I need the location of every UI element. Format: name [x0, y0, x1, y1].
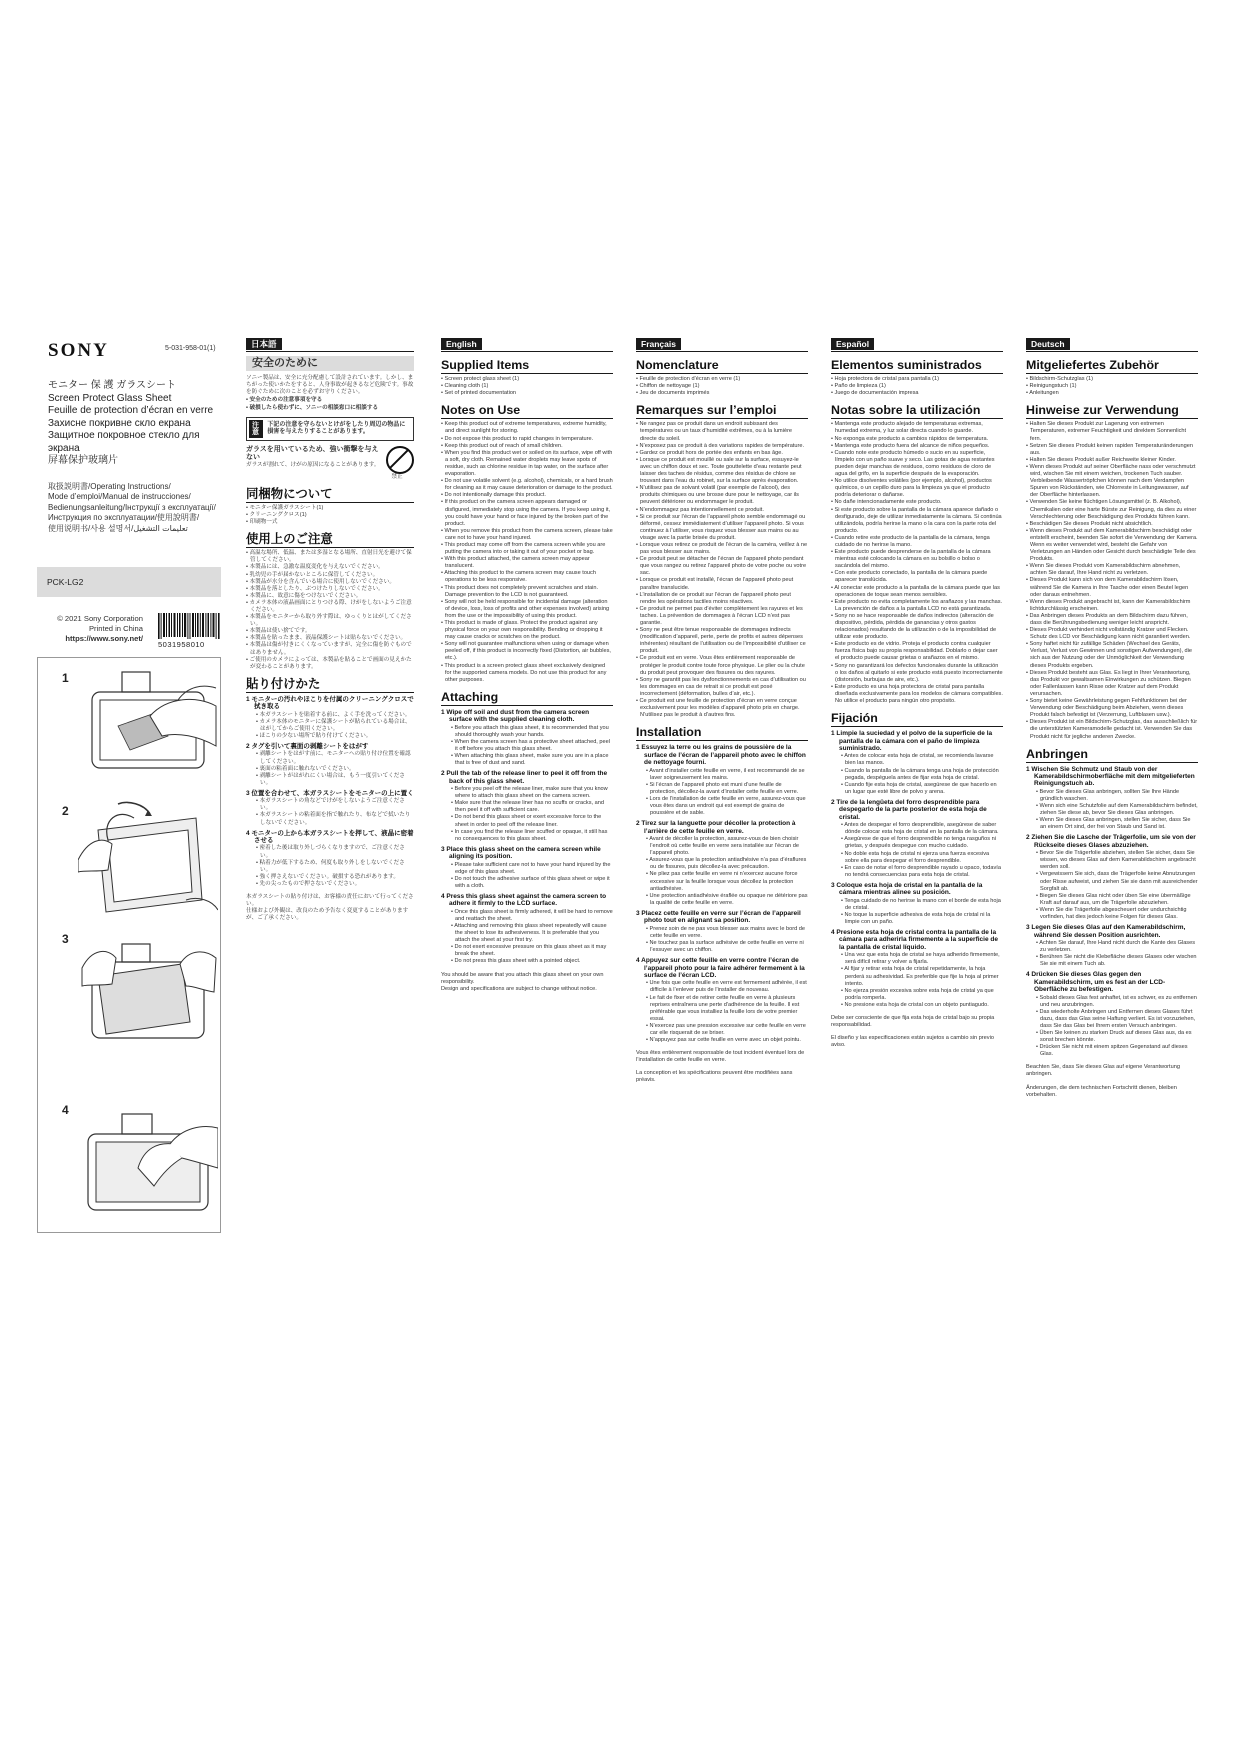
column-english: [441, 338, 613, 993]
language-tag: 日本語: [246, 338, 282, 350]
list-item: • Ce produit ne permet pas d’éviter complètement les rayures et les taches. La prévention de dommages à l’écran LCD n’est pas garantie.: [636, 606, 808, 627]
list-item: • Bevor Sie dieses Glas anbringen, sollten Sie Ihre Hände gründlich waschen.: [1026, 789, 1198, 803]
step-heading: 2 Pull the tab of the release liner to peel it off from the back of this glass sheet.: [441, 770, 608, 785]
list-item: • Please take sufficient care not to have your hand injured by the edge of this glass sheet.: [441, 862, 613, 876]
step-notes: [441, 786, 613, 843]
list-item: • Cuando fije esta hoja de cristal, asegúrese de que hacerlo en un lugar que esté libre de polvo y arena.: [831, 782, 1003, 796]
step-heading: 1 Essuyez la terre ou les grains de poussière de la surface de l’écran de l’appareil photo avec le chiffon de nettoyage fourni.: [636, 744, 806, 767]
product-titles: [48, 380, 218, 468]
list-item: • Antes de despegar el forro desprendible, asegúrese de saber dónde colocar esta hoja de cristal en la pantalla de la cámara.: [831, 822, 1003, 836]
list-item: • In case you find the release liner scuffed or opaque, it still has no consequences to this glass sheet.: [441, 829, 613, 843]
list-item: • Si este producto sobre la pantalla de la cámara aparece dañado o desfigurado, deje de utilizar inmediatamente la cámara. Si continúa utilizándola, podría herirse la mano o la cara con la parte rota del producto.: [831, 507, 1003, 535]
list-item: • Cuando note este producto húmedo o sucio en su superficie, límpielo con un paño suave y seco. Las gotas de agua restantes pueden dejar manchas de residuos, como residuos de cloro de agua del grifo, en la superficie después de la evaporación.: [831, 450, 1003, 478]
list-item: • Lorsque ce produit est mouillé ou sale sur la surface, essuyez-le avec un chiffon doux et sec. Toute gouttelette d’eau restante peut laisser des taches de résidus, comme des résidus de chlore se trouvant dans l’eau du robinet, sur la surface après évaporation.: [636, 457, 808, 485]
list-item: • 本製品が水分を含んでいる場合に使用しないでください。: [246, 579, 414, 586]
list-item: • Do not intentionally damage this product.: [441, 492, 613, 499]
list-item: • Wenn sich eine Schutzfolie auf dem Kamerabildschirm befindet, ziehen Sie diese ab, bevor Sie dieses Glas anbringen.: [1026, 803, 1198, 817]
step-notes: [636, 926, 808, 954]
caution-icon: 注意: [249, 420, 263, 438]
wiping-screen-illustration: [78, 666, 218, 784]
prohibition-label: 禁止: [391, 473, 403, 480]
section-title: Elementos suministrados: [831, 359, 1003, 374]
step-number: 2: [62, 804, 69, 818]
list-item: • Avant d’installer cette feuille en verre, il est recommandé de se laver soigneusement les mains.: [636, 768, 808, 782]
list-item: • Ce produit est en verre. Vous êtes entièrement responsable de protéger le produit contre toute force physique. Le plier ou la chute du produit peut provoquer des fissures ou des rayures.: [636, 655, 808, 676]
list-item: • Screen protect glass sheet (1): [441, 376, 613, 383]
list-item: • Beschädigen Sie dieses Produkt nicht absichtlich.: [1026, 521, 1198, 528]
opinst-line: Инструкция по эксплуатации/使用說明書/: [48, 513, 200, 522]
list-item: • Before you attach this glass sheet, it is recommended that you should thoroughly wash your hands.: [441, 725, 613, 739]
bullet-list: [831, 421, 1003, 705]
opinst-line: Mode d’emploi/Manual de instrucciones/: [48, 492, 191, 501]
warning-text: ガラスが割れて、けがの原因になることがあります。: [246, 461, 380, 468]
list-item: • When you remove this product from the camera screen, please take care not to have your hand injured.: [441, 528, 613, 542]
language-tag: Deutsch: [1026, 338, 1070, 350]
list-item: • When the camera screen has a protective sheet attached, peel it off before you attach this glass sheet.: [441, 739, 613, 753]
list-item: • Wenn dieses Produkt auf seiner Oberfläche nass oder verschmutzt wird, wischen Sie mit einem weichen, trockenen Tuch sauber. Verbleibende Wassertröpfchen können nach dem Verdampfen Spuren von Rückständen, wie Chlorreste in Leitungswasser, auf der Oberfläche hinterlassen.: [1026, 464, 1198, 499]
section-title: Supplied Items: [441, 359, 613, 374]
printed-in: Printed in China: [88, 624, 143, 633]
footer-note: Änderungen, die dem technischen Fortschritt dienen, bleiben vorbehalten.: [1026, 1084, 1177, 1098]
opinst-line: Bedienungsanleitung/Інструкції з експлуатації/: [48, 502, 216, 512]
opinst-line: 使用说明书/사용 설명서/تعليمات التشغيل: [48, 523, 188, 533]
list-item: • Bildschirm-Schutzglas (1): [1026, 376, 1198, 383]
list-item: • If this product on the camera screen appears damaged or disfigured, immediately stop using the camera. If you keep using it, you could have your hand or face injured by the broken part of the product.: [441, 499, 613, 527]
list-item: • カメラ本体の液晶画面にとりつける際、けがをしないようご注意ください。: [246, 600, 414, 614]
list-item: • Este producto es de vidrio. Proteja el producto contra cualquier fuerza física bajo su propia responsabilidad. Doblarlo o dejar caer el producto puede causar grietas o arañazos en el mismo.: [831, 641, 1003, 662]
step-heading: 3 Placez cette feuille en verre sur l’écran de l’appareil photo tout en alignant sa position.: [636, 909, 801, 925]
list-item: • 乳幼児の手が届かないところに保管してください。: [246, 572, 414, 579]
section-title: Nomenclature: [636, 359, 808, 374]
list-item: • Juego de documentación impresa: [831, 390, 1003, 397]
list-item: • No presione esta hoja de cristal con un objeto puntiagudo.: [831, 1002, 1003, 1009]
list-item: • No ejerza presión excesiva sobre esta hoja de cristal ya que podría romperla.: [831, 988, 1003, 1002]
list-item: • 本製品を貼ったまま、液晶保護シートは貼らないでください。: [246, 635, 414, 642]
list-item: • No doble esta hoja de cristal ni ejerza una fuerza excesiva sobre ella para despegar el forro desprendible.: [831, 851, 1003, 865]
step-number: 1: [62, 671, 69, 685]
list-item: • Wenn dieses Produkt angebracht ist, kann der Kamerabildschirm lichtdurchlässig erscheinen.: [1026, 599, 1198, 613]
list-item: • 粘着力が低下するため、何度も取り外しをしないでください。: [246, 860, 414, 874]
list-item: • 剥離シートをはがす前に、モニターへの貼り付け位置を確認してください。: [246, 751, 414, 765]
list-item: • Sony ne garantit pas les dysfonctionnements en cas d’utilisation ou les dommages en cas de retrait si ce produit est posé incorrectement (déformation, bulles d’air, etc.).: [636, 677, 808, 698]
list-item: • Una vez que esta hoja de cristal se haya adherido firmemente, será difícil retirar y volver a fijarla.: [831, 952, 1003, 966]
bullet-list: [636, 376, 808, 397]
step-heading: 1 Wischen Sie Schmutz und Staub von der Kamerabildschirmoberfläche mit dem mitgelieferten Reinigungstuch ab.: [1026, 765, 1195, 788]
step-heading: 4 Appuyez sur cette feuille en verre contre l’écran de l’appareil photo pour la faire adhérer fermement à la surface de l’écran LCD.: [636, 957, 805, 979]
list-item: • 本製品を落としたり、ぶつけたりしないでください。: [246, 586, 414, 593]
list-item: • Ce produit est une feuille de protection d’écran en verre conçue exclusivement pour les modèles d’appareil photo pris en charge. N’utilisez pas le produit à d’autres fins.: [636, 698, 808, 719]
opinst-line: 取扱説明書/Operating Instructions/: [48, 481, 171, 491]
list-item: • Do not touch the adhesive surface of this glass sheet or wipe it with a cloth.: [441, 876, 613, 890]
section-title: Fijación: [831, 712, 1003, 727]
list-item: • Achten Sie darauf, Ihre Hand nicht durch die Kante des Glases zu verletzen.: [1026, 940, 1198, 954]
list-item: • Set of printed documentation: [441, 390, 613, 397]
section-title: Attaching: [441, 691, 613, 706]
list-item: • Biegen Sie dieses Glas nicht oder üben Sie eine übermäßige Kraft auf darauf aus, um die Trägerfolie abzuziehen.: [1026, 893, 1198, 907]
step-heading: 2 タグを引いて裏面の剥離シートをはがす: [246, 743, 369, 750]
list-item: • 強く押さえないでください。破損する恐れがあります。: [246, 874, 414, 881]
step-heading: 4 Press this glass sheet against the camera screen to adhere it firmly to the LCD surface.: [441, 892, 607, 908]
list-item: • ご使用のカメラによっては、本製品を貼ることで画面の見えかたが変わることがあります。: [246, 657, 414, 671]
list-item: • No dañe intencionadamente este producto.: [831, 499, 1003, 506]
list-item: • Ne touchez pas la surface adhésive de cette feuille en verre ni l’essuyer avec un chiffon.: [636, 940, 808, 954]
bullet-list: [441, 376, 613, 397]
bullet-list: [246, 397, 414, 411]
language-tag: English: [441, 338, 482, 350]
column-spanish: [831, 338, 1003, 1049]
step-notes: [636, 980, 808, 1044]
list-item: • Wenn Sie dieses Glas anbringen, stellen Sie sicher, dass Sie an einem Ort sind, der frei von Staub und Sand ist.: [1026, 817, 1198, 831]
column-japanese: [246, 338, 414, 922]
column-german: [1026, 338, 1198, 1099]
section-title: Installation: [636, 726, 808, 741]
title-line: モニター 保 護 ガラスシート: [48, 380, 177, 391]
section-title: 安全のために: [246, 356, 414, 371]
section-title: Anbringen: [1026, 748, 1198, 763]
list-item: • No exponga este producto a cambios rápidos de temperatura.: [831, 436, 1003, 443]
pressing-glass-illustration: [78, 1098, 218, 1216]
column-french: [636, 338, 808, 1085]
list-item: • Wenn Sie die Trägerfolie abgescheuert oder undurchsichtig vorfinden, hat dies jedoch keine Folgen für dieses Glas.: [1026, 907, 1198, 921]
list-item: • Sony no se hace responsable de daños indirectos (alteración de dispositivo, pérdida, pérdida de ganancias y otros gastos relacionados) resultando de la utilización o de la imposibilidad de utilizar este producto.: [831, 613, 1003, 641]
list-item: • This product does not completely prevent scratches and stain. Damage prevention to the LCD is not guaranteed.: [441, 585, 613, 599]
bullet-list: [246, 550, 414, 671]
step-notes: [1026, 789, 1198, 832]
list-item: • Berühren Sie nicht die Klebefläche dieses Glases oder wischen Sie sie mit einem Tuch ab.: [1026, 954, 1198, 968]
title-line: Защитное покровное стекло для экрана: [48, 430, 200, 454]
footer-note: 本ガラスシートの貼り付けは、お客様の責任において行ってください。: [246, 894, 414, 908]
step-heading: 2 Ziehen Sie die Lasche der Trägerfolie, um sie von der Rückseite dieses Glases abzuziehen.: [1026, 834, 1196, 849]
list-item: • 密着した後は取り外しづらくなりますので、ご注意ください。: [246, 845, 414, 859]
step-heading: 1 Wipe off soil and dust from the camera screen surface with the supplied cleaning cloth.: [441, 708, 590, 724]
step-notes: [1026, 940, 1198, 968]
sony-logo: SONY: [48, 340, 109, 361]
title-line: 屏幕保护玻璃片: [48, 455, 118, 466]
list-item: • クリーニングクロス(1): [246, 512, 414, 519]
list-item: • Do not expose this product to rapid changes in temperature.: [441, 436, 613, 443]
list-item: • Avant de décoller la protection, assurez-vous de bien choisir l’endroit où cette feuille en verre sera installée sur l’écran de l’appareil photo.: [636, 836, 808, 857]
list-item: • This product may come off from the camera screen while you are putting the camera into or taking it out of your pocket or bag.: [441, 542, 613, 556]
list-item: • Üben Sie keinen zu starken Druck auf dieses Glas aus, da es sonst brechen könnte.: [1026, 1030, 1198, 1044]
list-item: • 本ガラスシートの角などでけがをしないようご注意ください。: [246, 798, 414, 812]
list-item: • Si l’écran de l’appareil photo est muni d’une feuille de protection, décollez-la avant d’installer cette feuille en verre.: [636, 782, 808, 796]
list-item: • Das Anbringen dieses Produkts an dem Bildschirm dazu führen, dass die Berührungsbedienung weniger leicht anspricht.: [1026, 613, 1198, 627]
list-item: • Once this glass sheet is firmly adhered, it will be hard to remove and reattach the sheet.: [441, 909, 613, 923]
caution-text: 下記の注意を守らないとけがをしたり周辺の物品に損害を与えたりすることがあります。: [267, 421, 406, 435]
list-item: • Ne rangez pas ce produit dans un endroit subissant des températures ou un taux d’humidité extrêmes, ou à la lumière directe du soleil.: [636, 421, 808, 442]
list-item: • N’endommagez pas intentionnellement ce produit.: [636, 507, 808, 514]
list-item: • カメラ本体のモニターに保護シートが貼られている場合は、はがしてからご使用ください。: [246, 719, 414, 733]
list-item: • Cleaning cloth (1): [441, 383, 613, 390]
list-item: • Al conectar este producto a la pantalla de la cámara puede que las operaciones de toque sean menos sensibles.: [831, 585, 1003, 599]
list-item: • N’appuyez pas sur cette feuille en verre avec un objet pointu.: [636, 1037, 808, 1044]
list-item: • Une protection antiadhésive éraflée ou opaque ne détériore pas la qualité de cette feuille en verre.: [636, 893, 808, 907]
step-notes: [831, 822, 1003, 879]
list-item: • Verwenden Sie keine flüchtigen Lösungsmittel (z. B. Alkohol), Chemikalien oder eine harte Bürste zur Reinigung, da dies zu einer Verschlechterung oder Beschädigung des Produkts führen kann.: [1026, 499, 1198, 520]
list-item: • Drücken Sie nicht mit einem spitzen Gegenstand auf dieses Glas.: [1026, 1044, 1198, 1058]
list-item: • Prenez soin de ne pas vous blesser aux mains avec le bord de cette feuille en verre.: [636, 926, 808, 940]
placing-glass-illustration: [78, 928, 218, 1046]
list-item: • Gardez ce produit hors de portée des enfants en bas âge.: [636, 450, 808, 457]
footer-note: La conception et les spécifications peuvent être modifiées sans préavis.: [636, 1070, 793, 1084]
section-title: 使用上のご注意: [246, 533, 414, 548]
list-item: • Lorsque vous retirez ce produit de l’écran de la caméra, veillez à ne pas vous blesser aux mains.: [636, 542, 808, 556]
list-item: • Do not press this glass sheet with a pointed object.: [441, 958, 613, 965]
list-item: • Con este producto conectado, la pantalla de la cámara puede aparecer translúcida.: [831, 570, 1003, 584]
list-item: • 安全のための注意事項を守る: [246, 397, 414, 404]
peeling-liner-illustration: [78, 800, 218, 918]
list-item: • En caso de notar el forro desprendible rayado u opaco, todavía no tendrá consecuencias para esta hoja de cristal.: [831, 865, 1003, 879]
list-item: • Sony haftet nicht für zufällige Schäden (Wechsel des Geräts, Verlust, Verlust von Gewinnen und sonstigen Aufwendungen), die sich aus der Nutzung oder der Unmöglichkeit der Verwendung dieses Produkts ergeben.: [1026, 641, 1198, 669]
list-item: • Este producto no evita completamente los arañazos y las manchas. La prevención de daños a la pantalla LCD no está garantizada.: [831, 599, 1003, 613]
step-notes: [246, 751, 414, 786]
step-notes: [1026, 850, 1198, 921]
list-item: • Sony will not be held responsible for incidental damage (alteration of device, loss, loss of profits and other expenses involved) arising from the use or the impossibility of using this product.: [441, 599, 613, 620]
section-title: Mitgeliefertes Zubehör: [1026, 359, 1198, 374]
list-item: • Halten Sie dieses Produkt außer Reichweite kleiner Kinder.: [1026, 457, 1198, 464]
operating-instructions-list: [48, 482, 218, 535]
title-line: Захисне покривне скло екрана: [48, 417, 191, 429]
paragraph: ソニー製品は、安全に充分配慮して設計されています。しかし、まちがった使いかたをすると、人身事故が起きるなど危険です。事故を防ぐために次のことを必ずお守りください。: [246, 375, 414, 396]
step-notes: [441, 862, 613, 890]
sony-url[interactable]: https://www.sony.net/: [65, 634, 143, 643]
list-item: • Dieses Produkt besteht aus Glas. Es liegt in Ihrer Verantwortung, das Produkt vor gewaltsamen Einwirkungen zu schützen. Biegen oder Fallenlassen kann Risse oder Kratzer auf dem Produkt verursachen.: [1026, 670, 1198, 698]
list-item: • Keep this product out of reach of small children.: [441, 443, 613, 450]
step-notes: [831, 952, 1003, 1009]
list-item: • Cuando la pantalla de la cámara tenga una hoja de protección pegada, despéguela antes de fijar esta hoja de cristal.: [831, 768, 1003, 782]
list-item: • 本製品には、急激な温度変化を与えないでください。: [246, 564, 414, 571]
step-heading: 1 Limpie la suciedad y el polvo de la superficie de la pantalla de la cámara con el paño de limpieza suministrado.: [831, 730, 993, 752]
list-item: • Halten Sie dieses Produkt zur Lagerung von extremen Temperaturen, extremer Feuchtigkeit und direktem Sonnenlicht fern.: [1026, 421, 1198, 442]
bullet-list: [1026, 421, 1198, 740]
list-item: • ほこりの少ない場所で貼り付けてください。: [246, 733, 414, 740]
list-item: • Chiffon de nettoyage (1): [636, 383, 808, 390]
list-item: • Lorsque ce produit est installé, l’écran de l’appareil photo peut paraître translucide.: [636, 577, 808, 591]
list-item: • Jeu de documents imprimés: [636, 390, 808, 397]
list-item: • Attaching this product to the camera screen may cause touch operations to be less responsive.: [441, 570, 613, 584]
step-heading: 2 Tire de la lengüeta del forro desprendible para despegarlo de la parte posterior de esta hoja de cristal.: [831, 798, 987, 821]
list-item: • Sony no garantizará los defectos funcionales durante la utilización o los daños al quitarlo si este producto está puesto incorrectamente (distorsión, burbujas de aire, etc.).: [831, 663, 1003, 684]
list-item: • Setzen Sie dieses Produkt keinen rapiden Temperaturänderungen aus.: [1026, 443, 1198, 457]
list-item: • 本製品をモニターから取り外す際は、ゆっくりとはがしてください。: [246, 614, 414, 628]
list-item: • 本製品は傷が付きにくくなっていますが、完全に傷を防ぐものではありません。: [246, 642, 414, 656]
list-item: • Antes de colocar esta hoja de cristal, se recomienda lavarse bien las manos.: [831, 753, 1003, 767]
list-item: • Vergewissern Sie sich, dass die Trägerfolie keine Abnutzungen oder Risse aufweist, und ziehen Sie sie dann mit ausreichender Sorgfalt ab.: [1026, 871, 1198, 892]
title-line: Feuille de protection d’écran en verre: [48, 405, 214, 416]
list-item: • Make sure that the release liner has no scuffs or cracks, and then peel it off with sufficient care.: [441, 800, 613, 814]
barcode-number: 5031958010: [158, 640, 205, 649]
list-item: • 本ガラスシートの粘着面を指で触れたり、布などで拭いたりしないでください。: [246, 812, 414, 826]
list-item: • Do not use volatile solvent (e.g. alcohol), chemicals, or a hard brush for cleaning as it may cause deterioration or damage to the product.: [441, 478, 613, 492]
copyright-block: [48, 614, 143, 644]
list-item: • Bevor Sie die Trägerfolie abziehen, stellen Sie sicher, dass Sie wissen, wo dieses Glas auf dem Kamerabildschirm angebracht werden soll.: [1026, 850, 1198, 871]
list-item: • Mantenga este producto alejado de temperaturas extremas, humedad extrema, y luz solar directa cuando lo guarde.: [831, 421, 1003, 435]
divider: [246, 351, 414, 352]
list-item: • Asegúrese de que el forro desprendible no tenga rasguños ni grietas, y después despegue con mucho cuidado.: [831, 836, 1003, 850]
step-number: 4: [62, 1103, 69, 1117]
warning-heading: ガラスを用いているため、強い衝撃を与えない: [246, 445, 379, 461]
list-item: • Si ce produit sur l’écran de l’appareil photo semble endommagé ou déformé, cessez immédiatement d’utiliser l’appareil photo. Si vous continuez à l’utiliser, vous risquez vous blesser aux mains ou au visage avec la partie brisée du produit.: [636, 514, 808, 542]
list-item: • モニター保護ガラスシート(1): [246, 505, 414, 512]
step-notes: [636, 768, 808, 818]
list-item: • This product is made of glass. Protect the product against any physical force on your own responsibility. Bending or dropping it may cause cracks or scratches on the product.: [441, 620, 613, 641]
list-item: • Sony bietet keine Gewährleistung gegen Fehlfunktionen bei der Verwendung oder Beschädigung beim Abziehen, wenn dieses Produkt falsch befestigt ist (Verzerrung, Luftblasen usw.).: [1026, 698, 1198, 719]
language-tag: Español: [831, 338, 874, 350]
step-notes: [441, 725, 613, 768]
list-item: • 剥離シートがはがれにくい場合は、もう一度引いてください。: [246, 773, 414, 787]
list-item: • Sony ne peut être tenue responsable de dommages indirects (modification d’appareil, perte, perte de profits et autres dépenses inhérentes) résultant de l’utilisation ou de l’impossibilité d’utiliser ce produit.: [636, 627, 808, 655]
prohibition-icon: [386, 446, 414, 474]
list-item: • With this product attached, the camera screen may appear translucent.: [441, 556, 613, 570]
step-heading: 4 Drücken Sie dieses Glas gegen den Kamerabildschirm, um es fest an der LCD-Oberfläche zu befestigen.: [1026, 971, 1166, 994]
list-item: • 破損したら使わずに、ソニーの相談窓口に相談する: [246, 405, 414, 412]
list-item: • Une fois que cette feuille en verre est fermement adhérée, il est difficile à l’enlever puis de l’installer de nouveau.: [636, 980, 808, 994]
step-notes: [831, 898, 1003, 926]
list-item: • Before you peel off the release liner, make sure that you know where to attach this glass sheet on the camera screen.: [441, 786, 613, 800]
footer-note: Beachten Sie, dass Sie dieses Glas auf eigene Verantwortung anbringen.: [1026, 1064, 1180, 1078]
section-title: Notes on Use: [441, 404, 613, 419]
step-notes: [246, 798, 414, 826]
list-item: • 裏面の粘着面に触れないでください。: [246, 766, 414, 773]
list-item: • Das wiederholte Anbringen und Entfernen dieses Glases führt dazu, dass das Glas seine Haftung verliert. Es ist vorzuziehen, dass Sie das Glas bei Ihrem ersten Versuch anbringen.: [1026, 1009, 1198, 1030]
list-item: • Dieses Produkt kann sich von dem Kamerabildschirm lösen, während Sie die Kamera in Ihre Tasche oder einen Beutel legen oder daraus entnehmen.: [1026, 577, 1198, 598]
list-item: • Paño de limpieza (1): [831, 383, 1003, 390]
list-item: • Do not exert excessive pressure on this glass sheet as it may break the sheet.: [441, 944, 613, 958]
step-notes: [246, 845, 414, 888]
step-heading: 3 Legen Sie dieses Glas auf den Kamerabildschirm, während Sie dessen Position ausrichten.: [1026, 924, 1186, 939]
bullet-list: [246, 505, 414, 526]
barcode-icon: [158, 613, 220, 639]
divider: [1026, 351, 1198, 352]
footer-note: You should be aware that you attach this glass sheet on your own responsibility.: [441, 971, 604, 985]
list-item: • Le fait de fixer et de retirer cette feuille en verre à plusieurs reprises entraînera une perte d’adhérence de la feuille. Il est préférable que vous installiez la feuille lors de votre premier essai.: [636, 995, 808, 1023]
list-item: • Sobald dieses Glas fest anhaftet, ist es schwer, es zu entfernen und neu anzubringen.: [1026, 995, 1198, 1009]
section-title: 貼り付けかた: [246, 678, 414, 693]
language-tag: Français: [636, 338, 681, 350]
bullet-list: [441, 421, 613, 683]
step-notes: [246, 712, 414, 740]
step-number: 3: [62, 932, 69, 946]
list-item: • Attaching and removing this glass sheet repeatedly will cause the sheet to lose its adhesiveness. It is preferable that you attach the sheet at your first try.: [441, 923, 613, 944]
list-item: • N’exercez pas une pression excessive sur cette feuille en verre car elle risquerait de se briser.: [636, 1023, 808, 1037]
section-title: 同梱物について: [246, 488, 414, 503]
list-item: • Este producto puede desprenderse de la pantalla de la cámara mientras esté colocando la cámara en su bolsillo o bolso o sacándola del mismo.: [831, 549, 1003, 570]
copyright: © 2021 Sony Corporation: [57, 614, 143, 623]
step-notes: [441, 909, 613, 966]
divider: [441, 351, 613, 352]
divider: [636, 351, 808, 352]
list-item: • Wenn dieses Produkt auf dem Kamerabildschirm beschädigt oder entstellt erscheint, beenden Sie sofort die Verwendung der Kamera. Wenn es weiter verwendet wird, besteht die Gefahr von Verletzungen an Händen oder Gesicht durch beschädigte Teile des Produkts.: [1026, 528, 1198, 563]
list-item: • L’installation de ce produit sur l’écran de l’appareil photo peut rendre les opérations tactiles moins réactives.: [636, 592, 808, 606]
list-item: • Keep this product out of extreme temperatures, extreme humidity, and direct sunlight for storing.: [441, 421, 613, 435]
footer-note: Vous êtes entièrement responsable de tout incident éventuel lors de l’installation de cette feuille en verre.: [636, 1050, 805, 1064]
step-notes: [1026, 995, 1198, 1059]
list-item: • Wenn Sie dieses Produkt vom Kamerabildschirm abnehmen, achten Sie darauf, Ihre Hand nicht zu verletzen.: [1026, 563, 1198, 577]
list-item: • Hoja protectora de cristal para pantalla (1): [831, 376, 1003, 383]
list-item: • 先の尖ったもので押さないでください。: [246, 881, 414, 888]
section-title: Hinweise zur Verwendung: [1026, 404, 1198, 419]
glass-warning: [246, 446, 414, 481]
list-item: • 印刷物一式: [246, 519, 414, 526]
step-heading: 4 Presione esta hoja de cristal contra la pantalla de la cámara para adherirla firmemente a la superficie de la pantalla de cristal líquido.: [831, 929, 998, 951]
list-item: • 高温な場所、低温、または多湿となる場所、直射日光を避けて保管してください。: [246, 550, 414, 564]
list-item: • No toque la superficie adhesiva de esta hoja de cristal ni la limpie con un paño.: [831, 912, 1003, 926]
list-item: • Reinigungstuch (1): [1026, 383, 1198, 390]
bullet-list: [831, 376, 1003, 397]
list-item: • No utilice disolventes volátiles (por ejemplo, alcohol), productos químicos, o un cepillo duro para la limpieza ya que el producto podría deteriorar o dañarse.: [831, 478, 1003, 499]
list-item: • This product is a screen protect glass sheet exclusively designed for the supported camera models. Do not use this product for any other purposes.: [441, 663, 613, 684]
list-item: • Assurez-vous que la protection antiadhésive n’a pas d’éraflures ou de fissures, puis décollez-la avec précaution.: [636, 857, 808, 871]
title-line: Screen Protect Glass Sheet: [48, 392, 172, 404]
list-item: • Mantenga este producto fuera del alcance de niños pequeños.: [831, 443, 1003, 450]
footer-note: Design and specifications are subject to change without notice.: [441, 985, 597, 992]
section-title: Remarques sur l’emploi: [636, 404, 808, 419]
list-item: • 本ガラスシートを貼着する前に、よく手を洗ってください。: [246, 712, 414, 719]
list-item: • Este producto es una hoja protectora de cristal para pantalla diseñada exclusivamente para los modelos de cámara compatibles. No utilice el producto para ningún otro propósito.: [831, 684, 1003, 705]
list-item: • Anleitungen: [1026, 390, 1198, 397]
step-heading: 4 モニターの上から本ガラスシートを押して、液晶に密着させる: [246, 829, 414, 845]
step-notes: [831, 753, 1003, 796]
list-item: • N’utilisez pas de solvant volatil (par exemple de l’alcool), des produits chimiques ou une brosse dure pour le nettoyage, car ils peuvent détériorer ou endommager le produit.: [636, 485, 808, 506]
list-item: • Al fijar y retirar esta hoja de cristal repetidamente, la hoja perderá su adhesividad. Es preferible que fije la hoja al primer intento.: [831, 966, 1003, 987]
step-heading: 2 Tirez sur la languette pour décoller la protection à l’arrière de cette feuille en verre.: [636, 820, 796, 835]
list-item: • Sony will not guarantee malfunctions when using or damage when peeled off, if this product is incorrectly fixed (Distortion, air bubbles, etc.).: [441, 641, 613, 662]
list-item: • Ne pliez pas cette feuille en verre ni n’exercez aucune force excessive sur la feuille lorsque vous décollez la protection antiadhésive.: [636, 871, 808, 892]
footer-note: Debe ser consciente de que fija esta hoja de cristal bajo su propia responsabilidad.: [831, 1015, 995, 1029]
footer-note: 仕様および外観は、改良のため予告なく変更することがありますが、ご了承ください。: [246, 908, 409, 922]
list-item: • Do not bend this glass sheet or exert excessive force to the sheet in order to peel off the release liner.: [441, 814, 613, 828]
step-heading: 3 位置を合わせて、本ガラスシートをモニターの上に置く: [246, 789, 414, 797]
list-item: • Ce produit peut se détacher de l’écran de l’appareil photo pendant que vous rangez ou retirez l’appareil photo de votre poche ou votre sac.: [636, 556, 808, 577]
footer-note: El diseño y las especificaciones están sujetos a cambio sin previo aviso.: [831, 1035, 994, 1049]
step-heading: 3 Coloque esta hoja de cristal en la pantalla de la cámara mientras alinee su posición.: [831, 881, 983, 897]
list-item: • When attaching this glass sheet, make sure you are in a place that is free of dust and sand.: [441, 753, 613, 767]
divider: [831, 351, 1003, 352]
caution-box: [246, 417, 414, 441]
step-heading: 1 モニターの汚れやほこりを付属のクリーニングクロスで拭き取る: [246, 695, 414, 711]
list-item: • Dieses Produkt verhindert nicht vollständig Kratzer und Flecken. Schutz des LCD vor Beschädigung kann nicht garantiert werden.: [1026, 627, 1198, 641]
list-item: • Feuille de protection d’écran en verre (1): [636, 376, 808, 383]
title-block: [48, 340, 218, 534]
list-item: • Lors de l’installation de cette feuille en verre, assurez-vous que vous êtes dans un endroit qui est exempt de grains de poussière et de sable.: [636, 796, 808, 817]
list-item: • 本製品に、故意に傷をつけないでください。: [246, 593, 414, 600]
bullet-list: [1026, 376, 1198, 397]
list-item: • N’exposez pas ce produit à des variations rapides de température.: [636, 443, 808, 450]
list-item: • 本製品は使い捨てです。: [246, 628, 414, 635]
bullet-list: [636, 421, 808, 719]
list-item: • Dieses Produkt ist ein Bildschirm-Schutzglas, das ausschließlich für die unterstützten Kameramodelle gedacht ist. Verwenden Sie das Produkt nicht für jegliche anderen Zwecke.: [1026, 719, 1198, 740]
list-item: • When you find this product wet or soiled on its surface, wipe off with a soft, dry cloth. Remained water droplets may leave spots of residue, such as chlorine residue in tap water, on the surface after evaporation.: [441, 450, 613, 478]
list-item: • Cuando retire este producto de la pantalla de la cámara, tenga cuidado de no herirse la mano.: [831, 535, 1003, 549]
step-heading: 3 Place this glass sheet on the camera screen while aligning its position.: [441, 845, 601, 861]
list-item: • Tenga cuidado de no herirse la mano con el borde de esta hoja de cristal.: [831, 898, 1003, 912]
part-number: 5-031-958-01(1): [165, 345, 216, 352]
section-title: Notas sobre la utilización: [831, 404, 1003, 419]
model-number: PCK-LG2: [37, 567, 221, 597]
step-notes: [636, 836, 808, 907]
